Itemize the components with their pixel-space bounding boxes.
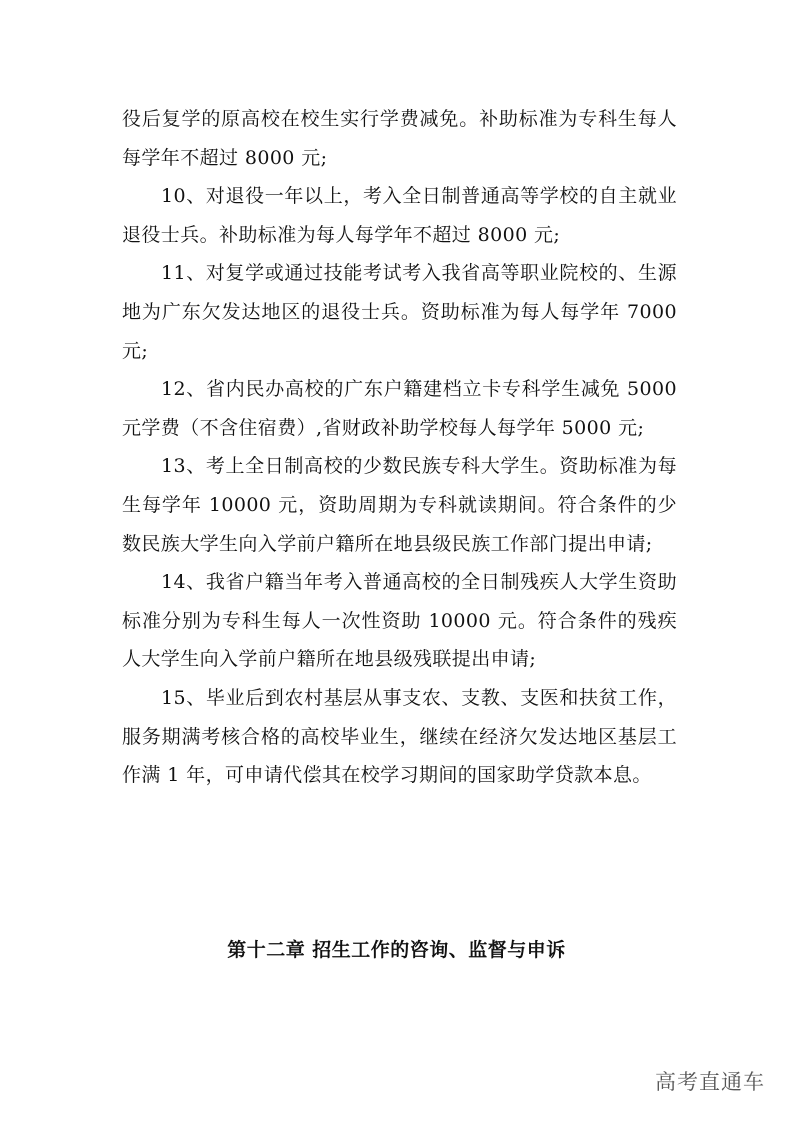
paragraph-continuation: 役后复学的原高校在校生实行学费减免。补助标准为专科生每人每学年不超过 8000 元;	[122, 108, 677, 169]
paragraph-item-11: 11、对复学或通过技能考试考入我省高等职业院校的、生源地为广东欠发达地区的退役士兵。资助标准为每人每学年 7000 元;	[122, 262, 677, 362]
paragraph-item-10: 10、对退役一年以上，考入全日制普通高等学校的自主就业退役士兵。补助标准为每人每学年不超过 8000 元;	[122, 185, 677, 246]
paragraph-item-13: 13、考上全日制高校的少数民族专科大学生。资助标准为每生每学年 10000 元，资助周期为专科就读期间。符合条件的少数民族大学生向入学前户籍所在地县级民族工作部门提出申请;	[122, 455, 677, 555]
paragraph-item-14: 14、我省户籍当年考入普通高校的全日制残疾人大学生资助标准分别为专科生每人一次性资助 10000 元。符合条件的残疾人大学生向入学前户籍所在地县级残联提出申请;	[122, 571, 677, 671]
paragraph-item-15: 15、毕业后到农村基层从事支农、支教、支医和扶贫工作，服务期满考核合格的高校毕业生，继续在经济欠发达地区基层工作满 1 年，可申请代偿其在校学习期间的国家助学贷款本息。	[122, 686, 677, 787]
body-text	[122, 100, 677, 795]
chapter-heading: 第十二章 招生工作的咨询、监督与申诉	[227, 939, 566, 961]
watermark: 高考直通车	[655, 1070, 765, 1094]
paragraph-item-12: 12、省内民办高校的广东户籍建档立卡专科学生减免 5000 元学费（不含住宿费）,省财政补助学校每人每学年 5000 元;	[122, 378, 677, 439]
